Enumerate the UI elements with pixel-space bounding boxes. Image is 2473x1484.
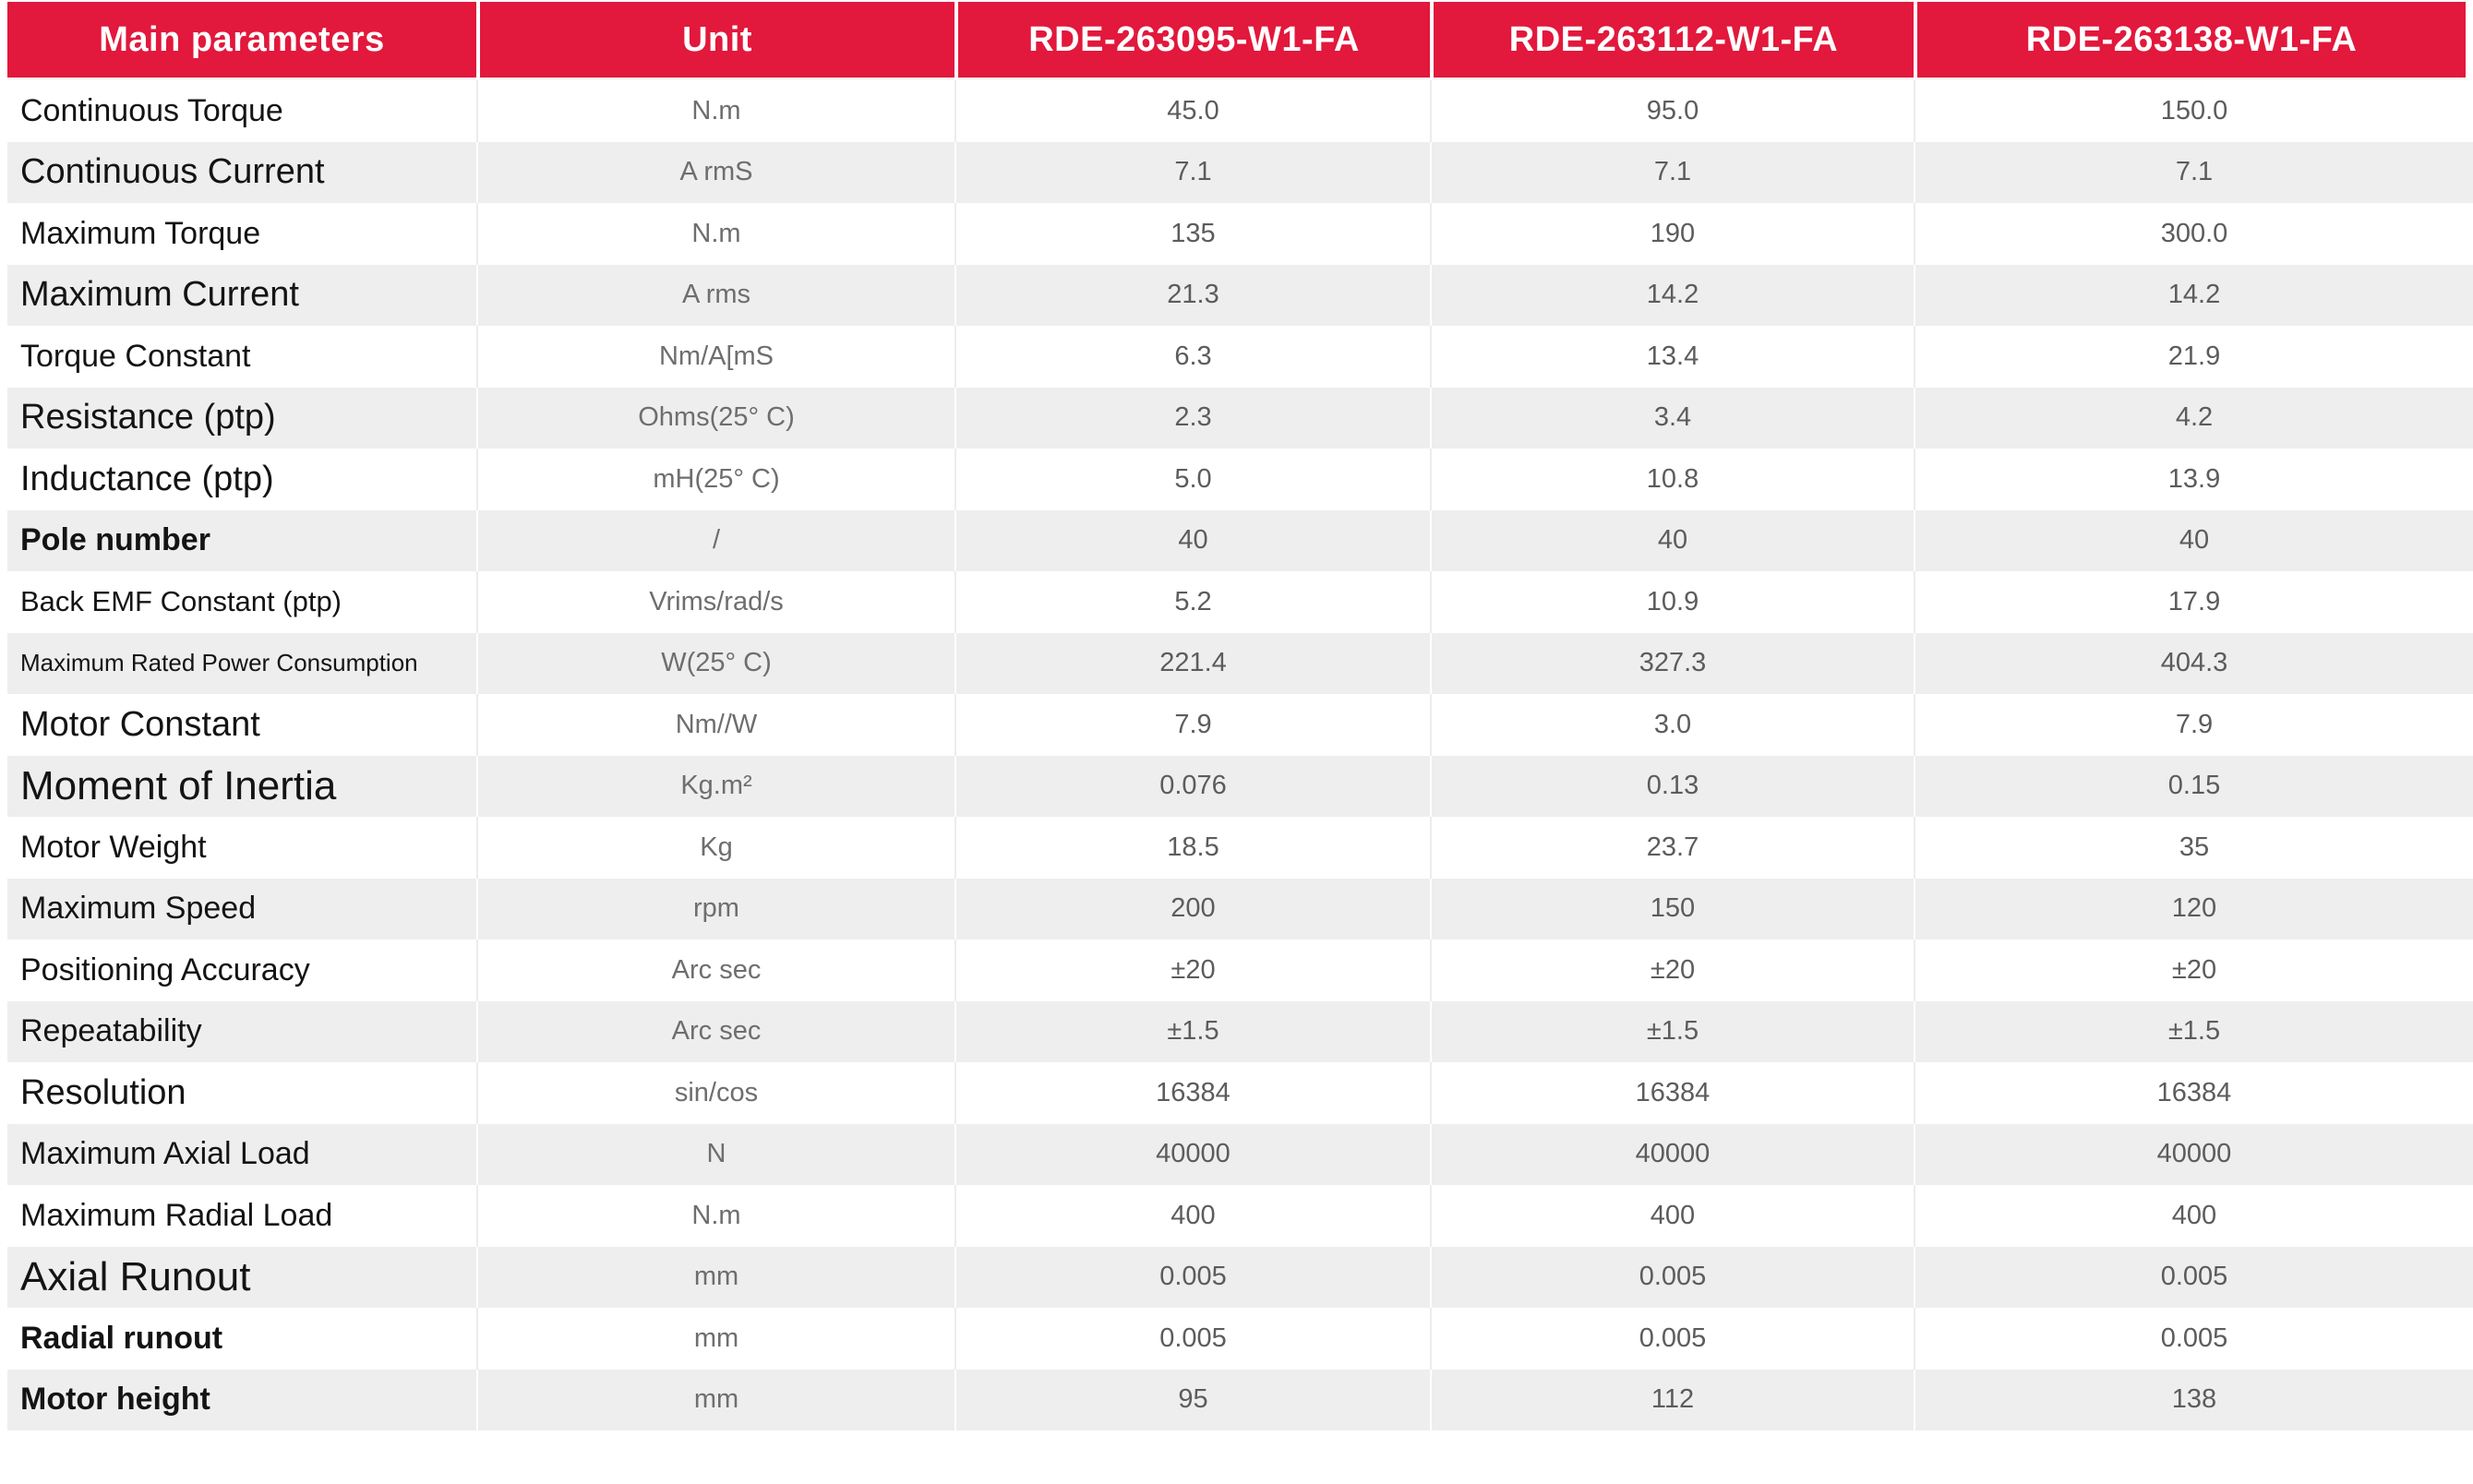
spec-row [0, 1247, 2473, 1309]
model-3-value: 7.9 [1914, 694, 2473, 756]
spec-row [0, 879, 2473, 940]
model-2-value: 327.3 [1430, 633, 1914, 695]
model-3-value: 0.15 [1914, 756, 2473, 818]
param-label: Maximum Current [0, 265, 476, 327]
model-1-value: 200 [954, 879, 1430, 940]
param-label: Moment of Inertia [0, 756, 476, 818]
unit-value: Nm//W [476, 694, 954, 756]
unit-value: mm [476, 1247, 954, 1309]
model-3-value: 404.3 [1914, 633, 2473, 695]
header-row [0, 2, 2473, 80]
model-1-value: 7.1 [954, 142, 1430, 204]
unit-value: Kg.m² [476, 756, 954, 818]
model-1-value: ±20 [954, 939, 1430, 1001]
model-1-value: 40000 [954, 1124, 1430, 1186]
model-3-value: 21.9 [1914, 326, 2473, 388]
model-2-value: 0.005 [1430, 1247, 1914, 1309]
model-1-value: 40 [954, 510, 1430, 572]
spec-row [0, 756, 2473, 818]
param-label: Radial runout [0, 1308, 476, 1370]
model-1-value: ±1.5 [954, 1001, 1430, 1063]
header-model-3: RDE-263138-W1-FA [1914, 2, 2473, 80]
model-2-value: 10.9 [1430, 571, 1914, 633]
model-1-value: 0.005 [954, 1308, 1430, 1370]
motor-spec-table [0, 2, 2473, 1430]
spec-row [0, 80, 2473, 142]
unit-value: Arc sec [476, 1001, 954, 1063]
spec-row [0, 388, 2473, 449]
model-1-value: 7.9 [954, 694, 1430, 756]
param-label: Axial Runout [0, 1247, 476, 1309]
param-label: Motor Weight [0, 817, 476, 879]
unit-value: Kg [476, 817, 954, 879]
model-3-value: 13.9 [1914, 449, 2473, 510]
spec-row [0, 1062, 2473, 1124]
param-label: Motor Constant [0, 694, 476, 756]
header-main-parameters: Main parameters [0, 2, 476, 80]
model-1-value: 221.4 [954, 633, 1430, 695]
model-3-value: ±20 [1914, 939, 2473, 1001]
param-label: Maximum Radial Load [0, 1185, 476, 1247]
model-3-value: 14.2 [1914, 265, 2473, 327]
param-label: Continuous Torque [0, 80, 476, 142]
model-2-value: 23.7 [1430, 817, 1914, 879]
model-2-value: 3.0 [1430, 694, 1914, 756]
unit-value: N [476, 1124, 954, 1186]
unit-value: Arc sec [476, 939, 954, 1001]
unit-value: A rms [476, 265, 954, 327]
model-2-value: 10.8 [1430, 449, 1914, 510]
param-label: Continuous Current [0, 142, 476, 204]
spec-row [0, 142, 2473, 204]
model-2-value: 3.4 [1430, 388, 1914, 449]
spec-row [0, 571, 2473, 633]
param-label: Inductance (ptp) [0, 449, 476, 510]
param-label: Pole number [0, 510, 476, 572]
spec-row [0, 449, 2473, 510]
param-label: Maximum Speed [0, 879, 476, 940]
header-model-2: RDE-263112-W1-FA [1430, 2, 1914, 80]
unit-value: Nm/A[mS [476, 326, 954, 388]
model-3-value: 7.1 [1914, 142, 2473, 204]
unit-value: N.m [476, 80, 954, 142]
param-label: Resolution [0, 1062, 476, 1124]
spec-row [0, 817, 2473, 879]
spec-row [0, 1124, 2473, 1186]
model-3-value: 120 [1914, 879, 2473, 940]
param-label: Torque Constant [0, 326, 476, 388]
param-label: Back EMF Constant (ptp) [0, 571, 476, 633]
model-1-value: 18.5 [954, 817, 1430, 879]
spec-row [0, 265, 2473, 327]
model-2-value: ±1.5 [1430, 1001, 1914, 1063]
model-2-value: 7.1 [1430, 142, 1914, 204]
model-2-value: 14.2 [1430, 265, 1914, 327]
unit-value: N.m [476, 1185, 954, 1247]
model-1-value: 0.076 [954, 756, 1430, 818]
model-1-value: 45.0 [954, 80, 1430, 142]
model-2-value: ±20 [1430, 939, 1914, 1001]
model-2-value: 112 [1430, 1370, 1914, 1431]
model-2-value: 40 [1430, 510, 1914, 572]
param-label: Repeatability [0, 1001, 476, 1063]
unit-value: W(25° C) [476, 633, 954, 695]
param-label: Maximum Torque [0, 203, 476, 265]
model-3-value: 16384 [1914, 1062, 2473, 1124]
param-label: Resistance (ptp) [0, 388, 476, 449]
spec-row [0, 1308, 2473, 1370]
model-3-value: 40000 [1914, 1124, 2473, 1186]
spec-table-body [0, 80, 2473, 1430]
model-2-value: 150 [1430, 879, 1914, 940]
model-1-value: 5.2 [954, 571, 1430, 633]
model-3-value: 138 [1914, 1370, 2473, 1431]
model-1-value: 5.0 [954, 449, 1430, 510]
unit-value: A rmS [476, 142, 954, 204]
header-model-1: RDE-263095-W1-FA [954, 2, 1430, 80]
model-2-value: 40000 [1430, 1124, 1914, 1186]
spec-row [0, 1370, 2473, 1431]
spec-row [0, 1001, 2473, 1063]
param-label: Maximum Axial Load [0, 1124, 476, 1186]
unit-value: mH(25° C) [476, 449, 954, 510]
param-label: Maximum Rated Power Consumption [0, 633, 476, 695]
model-3-value: 35 [1914, 817, 2473, 879]
model-2-value: 16384 [1430, 1062, 1914, 1124]
model-1-value: 16384 [954, 1062, 1430, 1124]
spec-row [0, 939, 2473, 1001]
model-3-value: 400 [1914, 1185, 2473, 1247]
model-3-value: 300.0 [1914, 203, 2473, 265]
model-1-value: 2.3 [954, 388, 1430, 449]
unit-value: rpm [476, 879, 954, 940]
model-3-value: 17.9 [1914, 571, 2473, 633]
model-3-value: 40 [1914, 510, 2473, 572]
model-1-value: 21.3 [954, 265, 1430, 327]
spec-row [0, 633, 2473, 695]
model-3-value: 4.2 [1914, 388, 2473, 449]
model-1-value: 135 [954, 203, 1430, 265]
param-label: Positioning Accuracy [0, 939, 476, 1001]
unit-value: Ohms(25° C) [476, 388, 954, 449]
model-2-value: 0.13 [1430, 756, 1914, 818]
header-unit: Unit [476, 2, 954, 80]
model-3-value: 0.005 [1914, 1308, 2473, 1370]
model-2-value: 0.005 [1430, 1308, 1914, 1370]
model-1-value: 95 [954, 1370, 1430, 1431]
model-3-value: 150.0 [1914, 80, 2473, 142]
unit-value: mm [476, 1308, 954, 1370]
model-1-value: 0.005 [954, 1247, 1430, 1309]
spec-row [0, 203, 2473, 265]
spec-row [0, 694, 2473, 756]
model-2-value: 13.4 [1430, 326, 1914, 388]
model-1-value: 6.3 [954, 326, 1430, 388]
spec-row [0, 326, 2473, 388]
model-3-value: ±1.5 [1914, 1001, 2473, 1063]
param-label: Motor height [0, 1370, 476, 1431]
unit-value: sin/cos [476, 1062, 954, 1124]
model-2-value: 95.0 [1430, 80, 1914, 142]
unit-value: Vrims/rad/s [476, 571, 954, 633]
model-3-value: 0.005 [1914, 1247, 2473, 1309]
spec-row [0, 510, 2473, 572]
spec-row [0, 1185, 2473, 1247]
unit-value: / [476, 510, 954, 572]
model-2-value: 400 [1430, 1185, 1914, 1247]
unit-value: mm [476, 1370, 954, 1431]
model-1-value: 400 [954, 1185, 1430, 1247]
unit-value: N.m [476, 203, 954, 265]
spec-table-header [0, 2, 2473, 80]
model-2-value: 190 [1430, 203, 1914, 265]
